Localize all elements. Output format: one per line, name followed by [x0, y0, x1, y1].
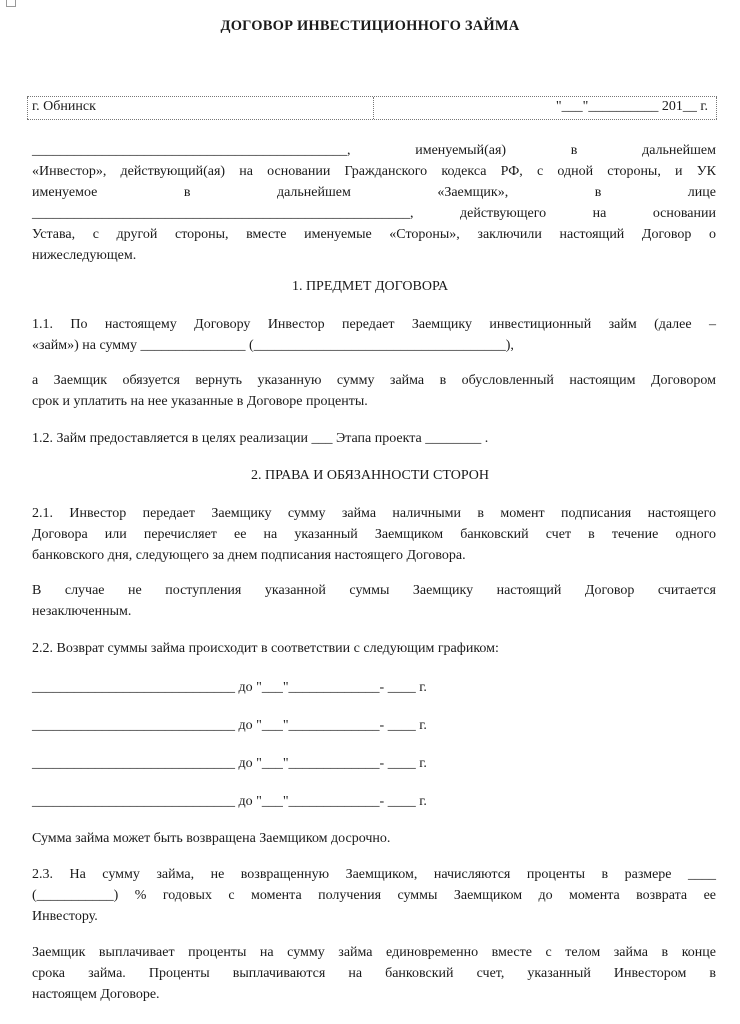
clause-1-1-line-2: «займ») на сумму _______________ (____________________________________),	[32, 338, 514, 353]
intro-line-6: нижеследующем.	[32, 248, 137, 263]
clause-2-3-line-3: Инвестору.	[32, 909, 98, 924]
document-title: ДОГОВОР ИНВЕСТИЦИОННОГО ЗАЙМА	[220, 18, 520, 34]
section-1-heading: 1. ПРЕДМЕТ ДОГОВОРА	[291, 279, 449, 294]
payment-line-1: Заемщик выплачивает проценты на сумму займа единовременно вместе с телом займа в конце	[32, 945, 716, 960]
corner-mark	[6, 0, 16, 7]
intro-line-2: «Инвестор», действующий(ая) на основании Гражданского кодекса РФ, с одной стороны, и УК	[32, 164, 716, 179]
clause-2-1b-line-2: незаключенным.	[32, 604, 132, 619]
intro-line-1: _____________________________________________, именуемый(ая) в дальнейшем	[32, 143, 716, 158]
clause-2-1-line-1: 2.1. Инвестор передает Заемщику сумму займа наличными в момент подписания настоящего	[32, 506, 716, 521]
section-2-heading: 2. ПРАВА И ОБЯЗАННОСТИ СТОРОН	[250, 468, 490, 483]
intro-line-5: Устава, с другой стороны, вместе именуемые «Стороны», заключили настоящий Договор о	[32, 227, 716, 242]
clause-2-3-line-1: 2.3. На сумму займа, не возвращенную Заемщиком, начисляются проценты в размере ____	[32, 867, 716, 882]
clause-1-1-line-1: 1.1. По настоящему Договору Инвестор передает Заемщику инвестиционный займ (далее –	[32, 317, 716, 332]
payment-line-3: настоящем Договоре.	[32, 987, 160, 1002]
date-text: "___"__________ 201__ г.	[555, 99, 708, 114]
clause-2-3-line-2: (___________) % годовых с момента получения суммы Заемщиком до момента возврата ее	[32, 888, 716, 903]
intro-line-3: именуемое в дальнейшем «Заемщик», в лице	[32, 185, 716, 200]
schedule-row-2: _____________________________ до "___"_____________- ____ г.	[32, 718, 427, 733]
city-text: г. Обнинск	[32, 99, 96, 114]
schedule-row-3: _____________________________ до "___"_____________- ____ г.	[32, 756, 427, 771]
date-cell	[373, 97, 717, 119]
clause-1-2: 1.2. Займ предоставляется в целях реализации ___ Этапа проекта ________ .	[32, 431, 489, 446]
place-date-table	[27, 96, 717, 120]
clause-2-1-line-2: Договора или перечисляет ее на указанный Заемщиком банковский счет в течение одного	[32, 527, 716, 542]
clause-1-1b-line-2: срок и уплатить на нее указанные в Договоре проценты.	[32, 394, 368, 409]
clause-1-1b-line-1: а Заемщик обязуется вернуть указанную сумму займа в обусловленный настоящим Договором	[32, 373, 716, 388]
payment-line-2: срока займа. Проценты выплачиваются на банковский счет, указанный Инвестором в	[32, 966, 716, 981]
clause-2-1b-line-1: В случае не поступления указанной суммы Заемщику настоящий Договор считается	[32, 583, 716, 598]
schedule-row-1: _____________________________ до "___"_____________- ____ г.	[32, 680, 427, 695]
clause-2-2: 2.2. Возврат суммы займа происходит в соответствии с следующим графиком:	[32, 641, 499, 656]
city-cell	[27, 97, 374, 119]
schedule-row-4: _____________________________ до "___"_____________- ____ г.	[32, 794, 427, 809]
intro-line-4: ______________________________________________________, действующего на основании	[32, 206, 716, 221]
clause-2-1-line-3: банковского дня, следующего за днем подписания настоящего Договора.	[32, 548, 466, 563]
early-repayment-text: Сумма займа может быть возвращена Заемщиком досрочно.	[32, 831, 391, 846]
